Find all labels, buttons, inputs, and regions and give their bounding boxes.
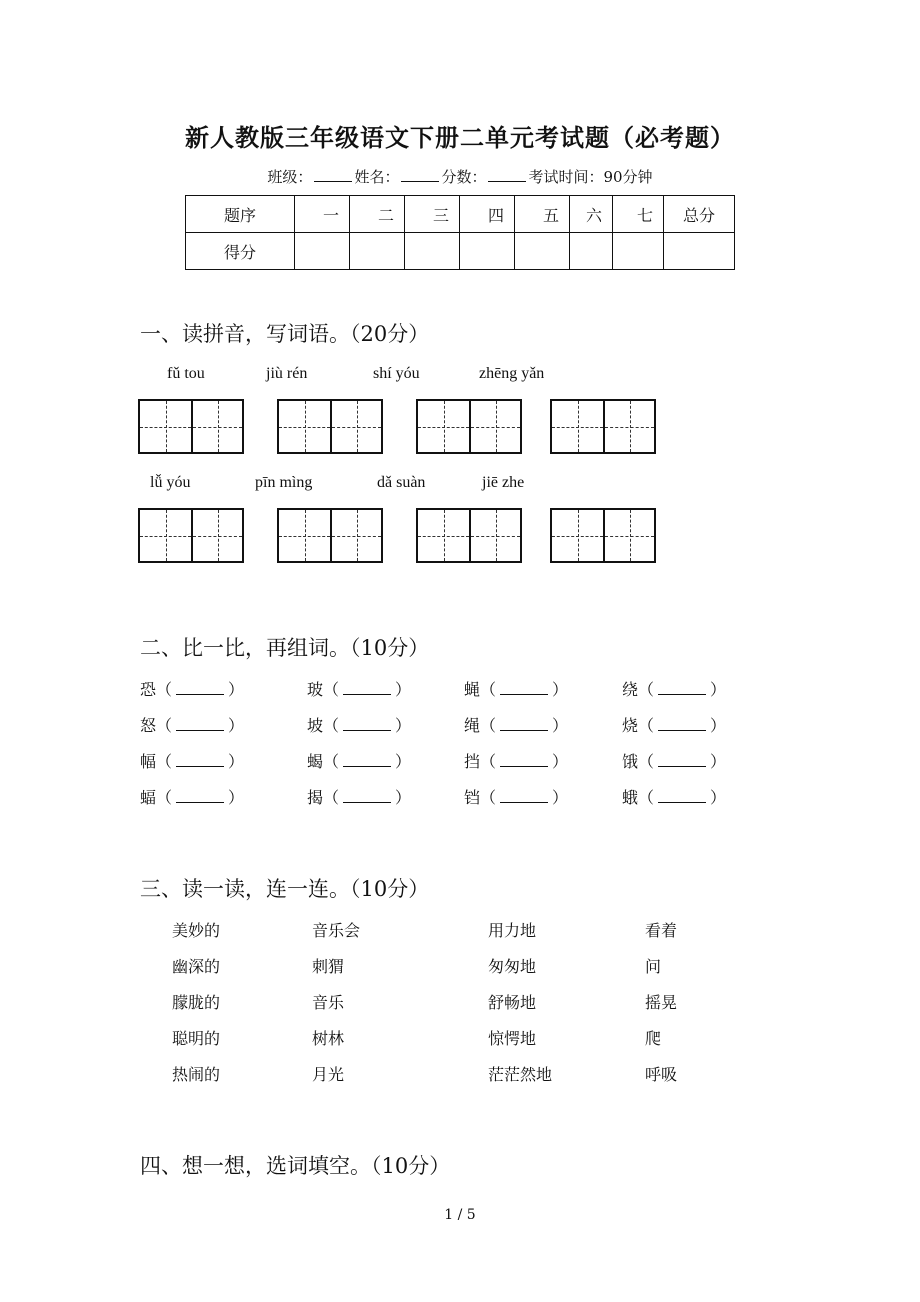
close-paren: ） <box>228 752 245 771</box>
exam-info <box>0 166 920 187</box>
answer-blank[interactable] <box>343 752 391 767</box>
match-word: 惊愕地 <box>488 1029 537 1048</box>
compare-char: 蛾 <box>622 788 639 807</box>
open-paren: （ <box>638 716 655 735</box>
compare-item <box>622 677 726 700</box>
header-cell: 三 <box>405 196 460 233</box>
score-cell[interactable] <box>350 233 405 270</box>
writing-grid[interactable] <box>416 508 522 563</box>
compare-char: 怒 <box>140 716 157 735</box>
close-paren: ） <box>395 716 412 735</box>
pinyin-label: lǚ yóu <box>150 474 191 491</box>
match-word: 爬 <box>645 1029 662 1048</box>
name-label: 姓名： <box>354 168 400 186</box>
answer-blank[interactable] <box>343 680 391 695</box>
match-word: 音乐 <box>312 993 345 1012</box>
close-paren: ） <box>552 680 569 699</box>
open-paren: （ <box>156 680 173 699</box>
compare-char: 蝇 <box>464 680 481 699</box>
answer-blank[interactable] <box>658 752 706 767</box>
match-word: 朦胧的 <box>172 993 221 1012</box>
pinyin-label: zhēng yǎn <box>479 365 545 382</box>
page-title: 新人教版三年级语文下册二单元考试题（必考题） <box>185 123 735 152</box>
score-cell[interactable] <box>460 233 515 270</box>
compare-item <box>464 749 568 772</box>
open-paren: （ <box>480 752 497 771</box>
pinyin-label: pīn mìng <box>255 474 313 491</box>
score-table <box>185 195 735 270</box>
match-word: 聪明的 <box>172 1029 221 1048</box>
match-word: 美妙的 <box>172 921 221 940</box>
row-label: 得分 <box>186 233 295 270</box>
compare-char: 挡 <box>464 752 481 771</box>
close-paren: ） <box>228 716 245 735</box>
score-table-score-row <box>186 233 735 270</box>
open-paren: （ <box>480 788 497 807</box>
section4-heading: 四、想一想，选词填空。（10分） <box>140 1154 451 1178</box>
pinyin-label: fǔ tou <box>167 365 205 382</box>
match-word: 用力地 <box>488 921 537 940</box>
close-paren: ） <box>710 752 727 771</box>
compare-char: 蝠 <box>140 788 157 807</box>
close-paren: ） <box>710 680 727 699</box>
header-cell: 五 <box>515 196 570 233</box>
header-cell: 四 <box>460 196 515 233</box>
class-label: 班级： <box>267 168 313 186</box>
close-paren: ） <box>710 788 727 807</box>
header-cell: 七 <box>613 196 664 233</box>
open-paren: （ <box>156 716 173 735</box>
writing-grid[interactable] <box>138 508 244 563</box>
answer-blank[interactable] <box>343 716 391 731</box>
score-cell[interactable] <box>570 233 613 270</box>
answer-blank[interactable] <box>500 680 548 695</box>
compare-char: 揭 <box>307 788 324 807</box>
compare-item <box>464 713 568 736</box>
score-cell[interactable] <box>405 233 460 270</box>
writing-grid[interactable] <box>416 399 522 454</box>
answer-blank[interactable] <box>176 716 224 731</box>
pinyin-label: shí yóu <box>373 365 420 382</box>
close-paren: ） <box>395 752 412 771</box>
match-word: 月光 <box>312 1065 345 1084</box>
score-cell[interactable] <box>664 233 735 270</box>
compare-item <box>307 785 411 808</box>
match-word: 舒畅地 <box>488 993 537 1012</box>
compare-char: 玻 <box>307 680 324 699</box>
match-word: 茫茫然地 <box>488 1065 553 1084</box>
answer-blank[interactable] <box>176 680 224 695</box>
compare-item <box>622 713 726 736</box>
class-blank <box>314 169 352 182</box>
score-cell[interactable] <box>613 233 664 270</box>
section3-heading: 三、读一读，连一连。（10分） <box>140 877 430 901</box>
open-paren: （ <box>638 680 655 699</box>
writing-grid[interactable] <box>277 508 383 563</box>
match-word: 幽深的 <box>172 957 221 976</box>
compare-item <box>464 677 568 700</box>
name-blank <box>401 169 439 182</box>
open-paren: （ <box>480 680 497 699</box>
compare-char: 蝎 <box>307 752 324 771</box>
compare-char: 恐 <box>140 680 157 699</box>
score-cell[interactable] <box>295 233 350 270</box>
close-paren: ） <box>710 716 727 735</box>
compare-char: 铛 <box>464 788 481 807</box>
compare-item <box>622 785 726 808</box>
open-paren: （ <box>638 788 655 807</box>
compare-item <box>140 713 244 736</box>
compare-item <box>140 785 244 808</box>
open-paren: （ <box>156 788 173 807</box>
match-word: 音乐会 <box>312 921 361 940</box>
compare-item <box>307 677 411 700</box>
answer-blank[interactable] <box>343 788 391 803</box>
match-word: 问 <box>645 957 662 976</box>
match-word: 摇晃 <box>645 993 678 1012</box>
writing-grid[interactable] <box>138 399 244 454</box>
answer-blank[interactable] <box>658 788 706 803</box>
pinyin-label: dǎ suàn <box>377 474 426 491</box>
compare-item <box>464 785 568 808</box>
header-cell: 一 <box>295 196 350 233</box>
header-cell: 六 <box>570 196 613 233</box>
page-number: 1 / 5 <box>444 1207 476 1223</box>
compare-char: 饿 <box>622 752 639 771</box>
answer-blank[interactable] <box>658 716 706 731</box>
score-cell[interactable] <box>515 233 570 270</box>
compare-char: 烧 <box>622 716 639 735</box>
score-label: 分数： <box>441 168 487 186</box>
close-paren: ） <box>552 788 569 807</box>
compare-char: 幅 <box>140 752 157 771</box>
compare-char: 坡 <box>307 716 324 735</box>
total-label: 总分 <box>664 196 735 233</box>
compare-item <box>307 749 411 772</box>
row-label: 题序 <box>186 196 295 233</box>
open-paren: （ <box>323 680 340 699</box>
answer-blank[interactable] <box>658 680 706 695</box>
writing-grid[interactable] <box>550 508 656 563</box>
match-word: 树林 <box>312 1029 345 1048</box>
answer-blank[interactable] <box>500 752 548 767</box>
compare-item <box>140 749 244 772</box>
close-paren: ） <box>395 680 412 699</box>
match-word: 呼吸 <box>645 1065 678 1084</box>
writing-grid[interactable] <box>277 399 383 454</box>
pinyin-label: jiù rén <box>266 365 308 382</box>
match-word: 看着 <box>645 921 678 940</box>
open-paren: （ <box>480 716 497 735</box>
pinyin-label: jiē zhe <box>482 474 525 491</box>
close-paren: ） <box>228 680 245 699</box>
answer-blank[interactable] <box>500 788 548 803</box>
open-paren: （ <box>156 752 173 771</box>
open-paren: （ <box>323 788 340 807</box>
answer-blank[interactable] <box>176 788 224 803</box>
compare-item <box>307 713 411 736</box>
match-word: 刺猬 <box>312 957 345 976</box>
score-table-header-row <box>186 196 735 233</box>
match-word: 匆匆地 <box>488 957 537 976</box>
compare-item <box>140 677 244 700</box>
header-cell: 二 <box>350 196 405 233</box>
close-paren: ） <box>228 788 245 807</box>
section1-heading: 一、读拼音，写词语。（20分） <box>140 322 430 346</box>
open-paren: （ <box>638 752 655 771</box>
match-word: 热闹的 <box>172 1065 221 1084</box>
close-paren: ） <box>395 788 412 807</box>
time-text: 考试时间：90分钟 <box>528 168 653 186</box>
close-paren: ） <box>552 752 569 771</box>
answer-blank[interactable] <box>500 716 548 731</box>
close-paren: ） <box>552 716 569 735</box>
open-paren: （ <box>323 716 340 735</box>
compare-item <box>622 749 726 772</box>
writing-grid[interactable] <box>550 399 656 454</box>
answer-blank[interactable] <box>176 752 224 767</box>
compare-char: 绕 <box>622 680 639 699</box>
open-paren: （ <box>323 752 340 771</box>
score-blank <box>488 169 526 182</box>
section2-heading: 二、比一比，再组词。（10分） <box>140 636 430 660</box>
compare-char: 绳 <box>464 716 481 735</box>
